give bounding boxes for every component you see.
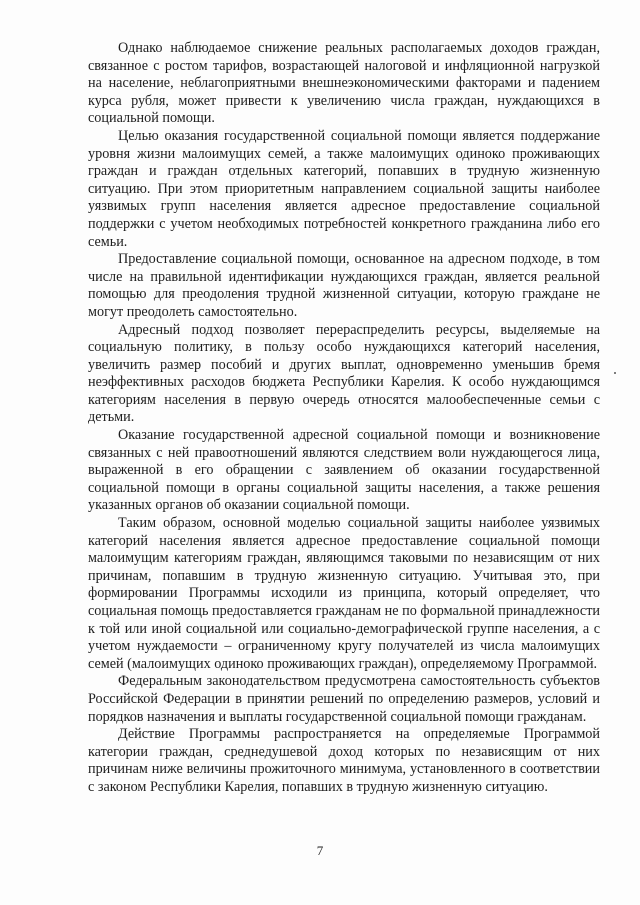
paragraph-protection-model: Таким образом, основной моделью социальной защиты наиболее уязвимых категорий населения является адресное предоставление социальной помощи малоимущим категориям граждан, являющимся таковыми по независящим от них причинам, попавшим в трудную жизненную ситуацию. Учитывая это, при формировании Программы исходили из принципа, который определяет, что социальная помощь предоставляется гражданам не по формальной принадлежности к той или иной социальной или социально-демографической группе населения, а с учетом нуждаемости – ограниченному кругу получателей из числа малоимущих семей (малоимущих одиноко проживающих граждан), определяемому Программой.	[88, 515, 600, 672]
paragraph-resource-redistribution: Адресный подход позволяет перераспределить ресурсы, выделяемые на социальную политику, в пользу особо нуждающихся категорий населения, увеличить размер пособий и других выплат, одновременно уменьшив бремя неэффективных расходов бюджета Республики Карелия. К особо нуждающимся категориям населения в первую очередь относятся малообеспеченные семьи с детьми.	[88, 321, 600, 426]
paragraph-federal-legislation: Федеральным законодательством предусмотрена самостоятельность субъектов Российской Федерации в принятии решений по определению размеров, условий и порядков назначения и выплаты государственной социальной помощи гражданам.	[88, 673, 600, 725]
paragraph-assistance-goal: Целью оказания государственной социальной помощи является поддержание уровня жизни малоимущих семей, а также малоимущих одиноко проживающих граждан и граждан отдельных категорий, попавших в трудную жизненную ситуацию. При этом приоритетным направлением социальной защиты наиболее уязвимых групп населения является адресное предоставление социальной поддержки с учетом необходимых потребностей конкретного гражданина либо его семьи.	[88, 127, 600, 250]
document-body	[88, 40, 600, 797]
paragraph-income-decline: Однако наблюдаемое снижение реальных располагаемых доходов граждан, связанное с ростом тарифов, возрастающей налоговой и инфляционной нагрузкой на население, неблагоприятными внешнеэкономическими факторами и падением курса рубля, может привести к увеличению числа граждан, нуждающихся в социальной помощи.	[88, 40, 600, 127]
paragraph-targeted-approach: Предоставление социальной помощи, основанное на адресном подходе, в том числе на правильной идентификации нуждающихся граждан, является реальной помощью для преодоления трудной жизненной ситуации, которую граждане не могут преодолеть самостоятельно.	[88, 251, 600, 320]
page-number: 7	[316, 843, 324, 858]
paragraph-assistance-provision: Оказание государственной адресной социальной помощи и возникновение связанных с ней правоотношений являются следствием воли нуждающегося лица, выраженной в его обращении с заявлением об оказании государственной социальной помощи в органы социальной защиты населения, а также решения указанных органов об оказании социальной помощи.	[88, 427, 600, 514]
paragraph-program-scope: Действие Программы распространяется на определяемые Программой категории граждан, среднедушевой доход которых по независящим от них причинам ниже величины прожиточного минимума, установленного в соответствии с законом Республики Карелия, попавших в трудную жизненную ситуацию.	[88, 726, 600, 795]
scan-speck	[614, 372, 616, 374]
